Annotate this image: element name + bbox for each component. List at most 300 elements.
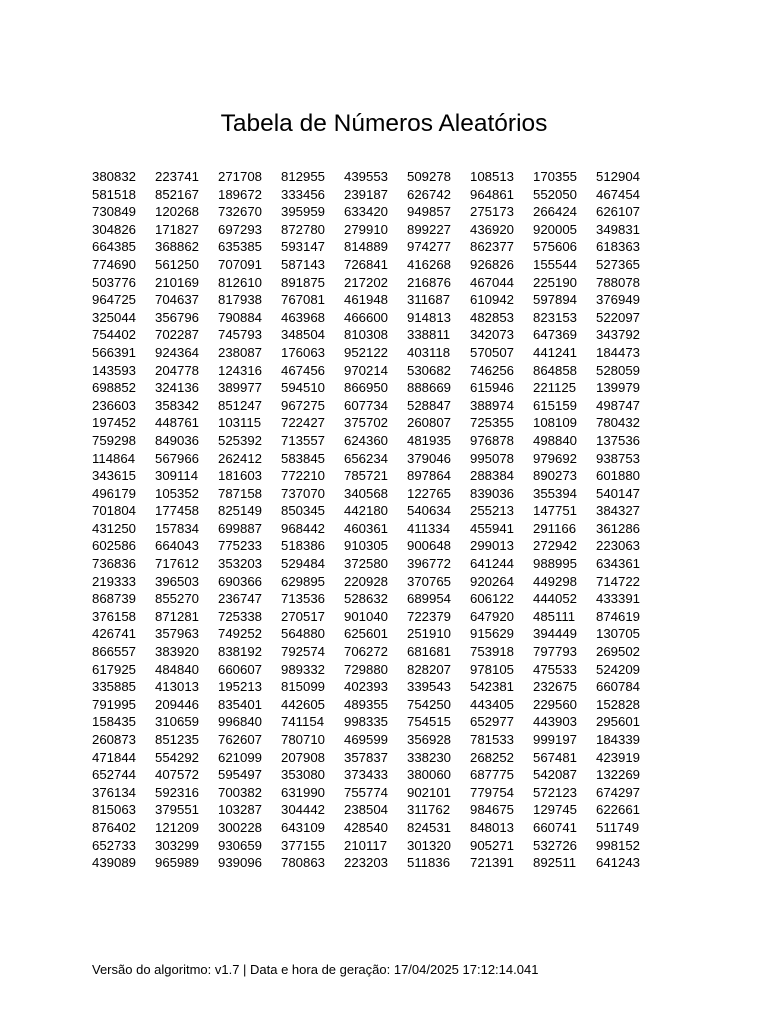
table-row [92, 661, 659, 679]
table-cell: 349831 [596, 221, 641, 237]
table-cell: 528847 [407, 397, 452, 413]
table-cell: 436920 [470, 221, 515, 237]
table-cell: 103287 [218, 802, 263, 818]
table-cell: 403118 [407, 344, 451, 360]
table-cell: 375702 [344, 415, 389, 431]
table-cell: 311687 [407, 292, 451, 308]
table-cell: 618363 [596, 239, 641, 255]
table-cell: 384327 [596, 503, 641, 519]
table-cell: 441241 [533, 344, 578, 360]
table-cell: 466600 [344, 309, 389, 325]
table-cell: 402393 [344, 679, 389, 695]
table-cell: 864858 [533, 362, 578, 378]
table-cell: 426741 [92, 626, 137, 642]
table-cell: 920264 [470, 573, 515, 589]
table-cell: 484840 [155, 661, 200, 677]
table-cell: 729880 [344, 661, 389, 677]
table-cell: 380832 [92, 169, 137, 184]
table-cell: 567481 [533, 749, 578, 765]
table-cell: 656234 [344, 450, 389, 466]
table-row [92, 414, 659, 432]
table-cell: 463968 [281, 309, 326, 325]
table-cell: 635385 [218, 239, 263, 255]
table-cell: 376134 [92, 784, 137, 800]
table-cell: 358342 [155, 397, 200, 413]
table-cell: 511749 [596, 819, 640, 835]
table-cell: 561250 [155, 256, 200, 272]
table-cell: 388974 [470, 397, 515, 413]
table-row [92, 168, 659, 186]
table-cell: 597894 [533, 292, 578, 308]
table-row [92, 520, 659, 538]
table-cell: 910305 [344, 538, 389, 554]
table-cell: 824531 [407, 819, 452, 835]
table-cell: 851247 [218, 397, 263, 413]
table-cell: 652977 [470, 714, 515, 730]
table-cell: 874619 [596, 608, 641, 624]
table-cell: 121209 [155, 819, 200, 835]
table-cell: 171827 [155, 221, 200, 237]
table-cell: 380060 [407, 767, 452, 783]
table-cell: 552050 [533, 186, 578, 202]
table-cell: 448761 [155, 415, 200, 431]
table-cell: 848013 [470, 819, 515, 835]
table-cell: 475533 [533, 661, 578, 677]
table-cell: 892511 [533, 855, 577, 871]
table-cell: 717612 [155, 556, 200, 572]
table-cell: 594510 [281, 380, 326, 396]
table-cell: 774690 [92, 256, 137, 272]
table-cell: 370765 [407, 573, 452, 589]
table-cell: 442605 [281, 696, 326, 712]
table-cell: 970214 [344, 362, 389, 378]
table-cell: 540147 [596, 485, 641, 501]
table-row [92, 485, 659, 503]
table-cell: 713536 [281, 591, 326, 607]
table-cell: 641243 [596, 855, 641, 871]
table-cell: 221125 [533, 380, 577, 396]
table-cell: 838192 [218, 644, 263, 660]
table-cell: 143593 [92, 362, 137, 378]
table-cell: 791995 [92, 696, 137, 712]
table-cell: 343615 [92, 468, 137, 484]
table-cell: 272942 [533, 538, 578, 554]
table-cell: 269502 [596, 644, 641, 660]
table-cell: 489355 [344, 696, 389, 712]
table-cell: 755774 [344, 784, 389, 800]
table-cell: 745793 [218, 327, 263, 343]
table-cell: 260807 [407, 415, 452, 431]
table-cell: 197452 [92, 415, 137, 431]
table-cell: 338811 [407, 327, 451, 343]
table-cell: 511836 [407, 855, 451, 871]
table-cell: 303299 [155, 837, 200, 853]
table-cell: 209446 [155, 696, 200, 712]
table-cell: 767081 [281, 292, 326, 308]
table-cell: 629895 [281, 573, 326, 589]
table-cell: 467454 [596, 186, 641, 202]
table-cell: 137536 [596, 432, 641, 448]
table-cell: 139979 [596, 380, 641, 396]
table-cell: 601880 [596, 468, 641, 484]
table-cell: 979692 [533, 450, 578, 466]
table-cell: 455941 [470, 520, 515, 536]
table-cell: 291166 [533, 520, 577, 536]
table-cell: 423919 [596, 749, 641, 765]
table-cell: 700382 [218, 784, 263, 800]
table-cell: 324136 [155, 380, 200, 396]
table-cell: 647369 [533, 327, 578, 343]
table-cell: 725338 [218, 608, 263, 624]
table-cell: 238087 [218, 344, 263, 360]
table-cell: 255213 [470, 503, 515, 519]
table-cell: 357837 [344, 749, 389, 765]
table-row [92, 837, 659, 855]
table-cell: 413013 [155, 679, 200, 695]
table-cell: 602586 [92, 538, 137, 554]
table-cell: 130705 [596, 626, 641, 642]
table-cell: 482853 [470, 309, 515, 325]
table-cell: 652733 [92, 837, 137, 853]
table-row [92, 854, 659, 872]
table-cell: 225190 [533, 274, 578, 290]
table-cell: 310659 [155, 714, 200, 730]
table-row [92, 326, 659, 344]
table-cell: 443903 [533, 714, 578, 730]
table-cell: 529484 [281, 556, 326, 572]
table-cell: 431250 [92, 520, 137, 536]
table-cell: 467044 [470, 274, 515, 290]
table-cell: 275173 [470, 204, 515, 220]
table-cell: 732670 [218, 204, 263, 220]
table-cell: 849036 [155, 432, 200, 448]
table-cell: 815099 [281, 679, 326, 695]
table-cell: 407572 [155, 767, 200, 783]
table-cell: 779754 [470, 784, 515, 800]
table-cell: 810308 [344, 327, 389, 343]
table-cell: 357963 [155, 626, 200, 642]
table-cell: 396772 [407, 556, 452, 572]
table-cell: 542381 [470, 679, 515, 695]
table-cell: 509278 [407, 169, 452, 184]
table-row [92, 713, 659, 731]
table-cell: 524209 [596, 661, 641, 677]
table-cell: 871281 [155, 608, 200, 624]
table-cell: 120268 [155, 204, 200, 220]
table-cell: 395959 [281, 204, 326, 220]
table-cell: 229560 [533, 696, 578, 712]
table-cell: 383920 [155, 644, 200, 660]
table-cell: 781533 [470, 732, 515, 747]
table-cell: 554292 [155, 749, 200, 765]
table-cell: 664385 [92, 239, 137, 255]
table-cell: 633420 [344, 204, 389, 220]
table-cell: 219333 [92, 573, 137, 589]
table-cell: 702287 [155, 327, 200, 343]
table-cell: 689954 [407, 591, 452, 607]
table-cell: 704637 [155, 292, 200, 308]
table-cell: 498840 [533, 432, 578, 448]
table-cell: 379046 [407, 450, 452, 466]
table-cell: 155544 [533, 256, 578, 272]
table-cell: 572123 [533, 784, 578, 800]
table-cell: 595497 [218, 767, 263, 783]
table-cell: 342073 [470, 327, 515, 343]
table-cell: 797793 [533, 644, 578, 660]
table-row [92, 590, 659, 608]
table-cell: 726841 [344, 256, 389, 272]
table-cell: 787158 [218, 485, 263, 501]
table-cell: 299013 [470, 538, 515, 554]
table-cell: 900648 [407, 538, 452, 554]
table-cell: 158435 [92, 714, 137, 730]
table-cell: 309114 [155, 468, 199, 484]
table-cell: 266424 [533, 204, 578, 220]
table-cell: 356928 [407, 732, 452, 747]
table-cell: 901040 [344, 608, 389, 624]
table-cell: 518386 [281, 538, 326, 554]
table-cell: 952122 [344, 344, 389, 360]
table-cell: 396503 [155, 573, 200, 589]
table-cell: 376158 [92, 608, 137, 624]
table-cell: 924364 [155, 344, 200, 360]
table-cell: 939096 [218, 855, 263, 871]
table-cell: 626107 [596, 204, 641, 220]
table-cell: 170355 [533, 169, 578, 184]
table-cell: 617925 [92, 661, 137, 677]
table-cell: 368862 [155, 239, 200, 255]
table-cell: 528632 [344, 591, 389, 607]
table-cell: 268252 [470, 749, 515, 765]
table-cell: 223063 [596, 538, 641, 554]
table-cell: 749252 [218, 626, 263, 642]
table-cell: 304442 [281, 802, 326, 818]
table-cell: 108513 [470, 169, 515, 184]
table-cell: 920005 [533, 221, 578, 237]
table-row [92, 344, 659, 362]
table-row [92, 696, 659, 714]
table-cell: 660741 [533, 819, 578, 835]
table-cell: 701804 [92, 503, 137, 519]
table-cell: 634361 [596, 556, 641, 572]
table-cell: 103115 [218, 415, 262, 431]
table-cell: 814889 [344, 239, 389, 255]
table-cell: 736836 [92, 556, 137, 572]
table-cell: 762607 [218, 732, 263, 747]
table-cell: 624360 [344, 432, 389, 448]
table-cell: 353080 [281, 767, 326, 783]
table-row [92, 467, 659, 485]
table-cell: 631990 [281, 784, 326, 800]
table-cell: 442180 [344, 503, 389, 519]
table-cell: 999197 [533, 732, 578, 747]
table-cell: 356796 [155, 309, 200, 325]
table-cell: 236603 [92, 397, 137, 413]
table-cell: 379551 [155, 802, 200, 818]
table-cell: 223203 [344, 855, 389, 871]
table-cell: 498747 [596, 397, 641, 413]
table-cell: 835401 [218, 696, 263, 712]
table-cell: 147751 [533, 503, 578, 519]
table-cell: 989332 [281, 661, 326, 677]
table-row [92, 801, 659, 819]
table-cell: 788078 [596, 274, 641, 290]
table-cell: 725355 [470, 415, 515, 431]
table-cell: 852167 [155, 186, 200, 202]
table-cell: 570507 [470, 344, 515, 360]
table-row [92, 608, 659, 626]
table-row [92, 274, 659, 292]
table-cell: 592316 [155, 784, 200, 800]
table-cell: 428540 [344, 819, 389, 835]
table-row [92, 450, 659, 468]
table-cell: 461948 [344, 292, 389, 308]
table-cell: 759298 [92, 432, 137, 448]
table-cell: 699887 [218, 520, 263, 536]
table-cell: 660607 [218, 661, 263, 677]
table-cell: 271708 [218, 169, 263, 184]
table-row [92, 678, 659, 696]
table-cell: 325044 [92, 309, 137, 325]
table-cell: 792574 [281, 644, 326, 660]
table-cell: 108109 [533, 415, 578, 431]
table-cell: 372580 [344, 556, 389, 572]
table-cell: 780432 [596, 415, 641, 431]
table-cell: 621099 [218, 749, 263, 765]
table-cell: 542087 [533, 767, 578, 783]
table-cell: 850345 [281, 503, 326, 519]
table-cell: 915629 [470, 626, 515, 642]
table-cell: 772210 [281, 468, 326, 484]
table-cell: 899227 [407, 221, 452, 237]
table-cell: 707091 [218, 256, 263, 272]
table-cell: 998152 [596, 837, 641, 853]
table-row [92, 203, 659, 221]
table-cell: 775233 [218, 538, 263, 554]
table-cell: 339543 [407, 679, 452, 695]
table-cell: 872780 [281, 221, 326, 237]
table-cell: 905271 [470, 837, 515, 853]
table-cell: 722427 [281, 415, 326, 431]
table-cell: 124316 [218, 362, 263, 378]
table-cell: 210117 [344, 837, 388, 853]
table-row [92, 379, 659, 397]
table-row [92, 749, 659, 767]
table-cell: 812610 [218, 274, 263, 290]
table-cell: 564880 [281, 626, 326, 642]
table-cell: 587143 [281, 256, 326, 272]
table-cell: 839036 [470, 485, 515, 501]
table-cell: 260873 [92, 732, 137, 747]
table-cell: 338230 [407, 749, 452, 765]
table-cell: 376949 [596, 292, 641, 308]
table-cell: 503776 [92, 274, 137, 290]
table-cell: 176063 [281, 344, 326, 360]
table-cell: 996840 [218, 714, 263, 730]
table-cell: 114864 [92, 450, 136, 466]
table-cell: 914813 [407, 309, 452, 325]
table-cell: 988995 [533, 556, 578, 572]
table-cell: 902101 [407, 784, 452, 800]
table-cell: 722379 [407, 608, 452, 624]
table-cell: 876402 [92, 819, 137, 835]
table-cell: 647920 [470, 608, 515, 624]
table-cell: 855270 [155, 591, 200, 607]
page-title: Tabela de Números Aleatórios [220, 110, 548, 137]
table-cell: 938753 [596, 450, 641, 466]
table-cell: 528059 [596, 362, 641, 378]
table-row [92, 291, 659, 309]
table-row [92, 362, 659, 380]
table-cell: 220928 [344, 573, 389, 589]
table-cell: 394449 [533, 626, 578, 642]
random-number-table [92, 168, 659, 872]
table-cell: 746256 [470, 362, 515, 378]
table-cell: 481935 [407, 432, 452, 448]
table-row [92, 309, 659, 327]
table-cell: 851235 [155, 732, 200, 747]
table-cell: 469599 [344, 732, 389, 747]
table-cell: 622661 [596, 802, 641, 818]
table-cell: 713557 [281, 432, 326, 448]
table-row [92, 731, 659, 749]
table-cell: 181603 [218, 468, 263, 484]
table-cell: 780710 [281, 732, 326, 747]
table-cell: 333456 [281, 186, 326, 202]
table-cell: 926826 [470, 256, 515, 272]
table-cell: 812955 [281, 169, 326, 184]
table-cell: 239187 [344, 186, 389, 202]
table-row [92, 819, 659, 837]
table-cell: 674297 [596, 784, 641, 800]
table-cell: 575606 [533, 239, 578, 255]
table-cell: 823153 [533, 309, 578, 325]
table-cell: 361286 [596, 520, 641, 536]
table-cell: 949857 [407, 204, 452, 220]
table-cell: 785721 [344, 468, 389, 484]
table-cell: 189672 [218, 186, 263, 202]
table-cell: 251910 [407, 626, 452, 642]
table-cell: 754515 [407, 714, 452, 730]
table-cell: 373433 [344, 767, 389, 783]
table-cell: 496179 [92, 485, 137, 501]
table-cell: 984675 [470, 802, 515, 818]
table-cell: 890273 [533, 468, 578, 484]
table-row [92, 186, 659, 204]
table-cell: 210169 [155, 274, 200, 290]
table-row [92, 555, 659, 573]
table-cell: 610942 [470, 292, 515, 308]
table-cell: 157834 [155, 520, 200, 536]
table-cell: 698852 [92, 380, 137, 396]
table-cell: 825149 [218, 503, 263, 519]
table-row [92, 573, 659, 591]
table-cell: 681681 [407, 644, 452, 660]
table-cell: 815063 [92, 802, 137, 818]
table-cell: 411334 [407, 520, 451, 536]
table-cell: 976878 [470, 432, 515, 448]
table-cell: 862377 [470, 239, 515, 255]
table-cell: 721391 [470, 855, 515, 871]
table-cell: 790884 [218, 309, 263, 325]
table-cell: 433391 [596, 591, 641, 607]
table-row [92, 625, 659, 643]
table-cell: 532726 [533, 837, 578, 853]
table-row [92, 784, 659, 802]
table-cell: 105352 [155, 485, 200, 501]
table-cell: 262412 [218, 450, 263, 466]
table-cell: 355394 [533, 485, 578, 501]
